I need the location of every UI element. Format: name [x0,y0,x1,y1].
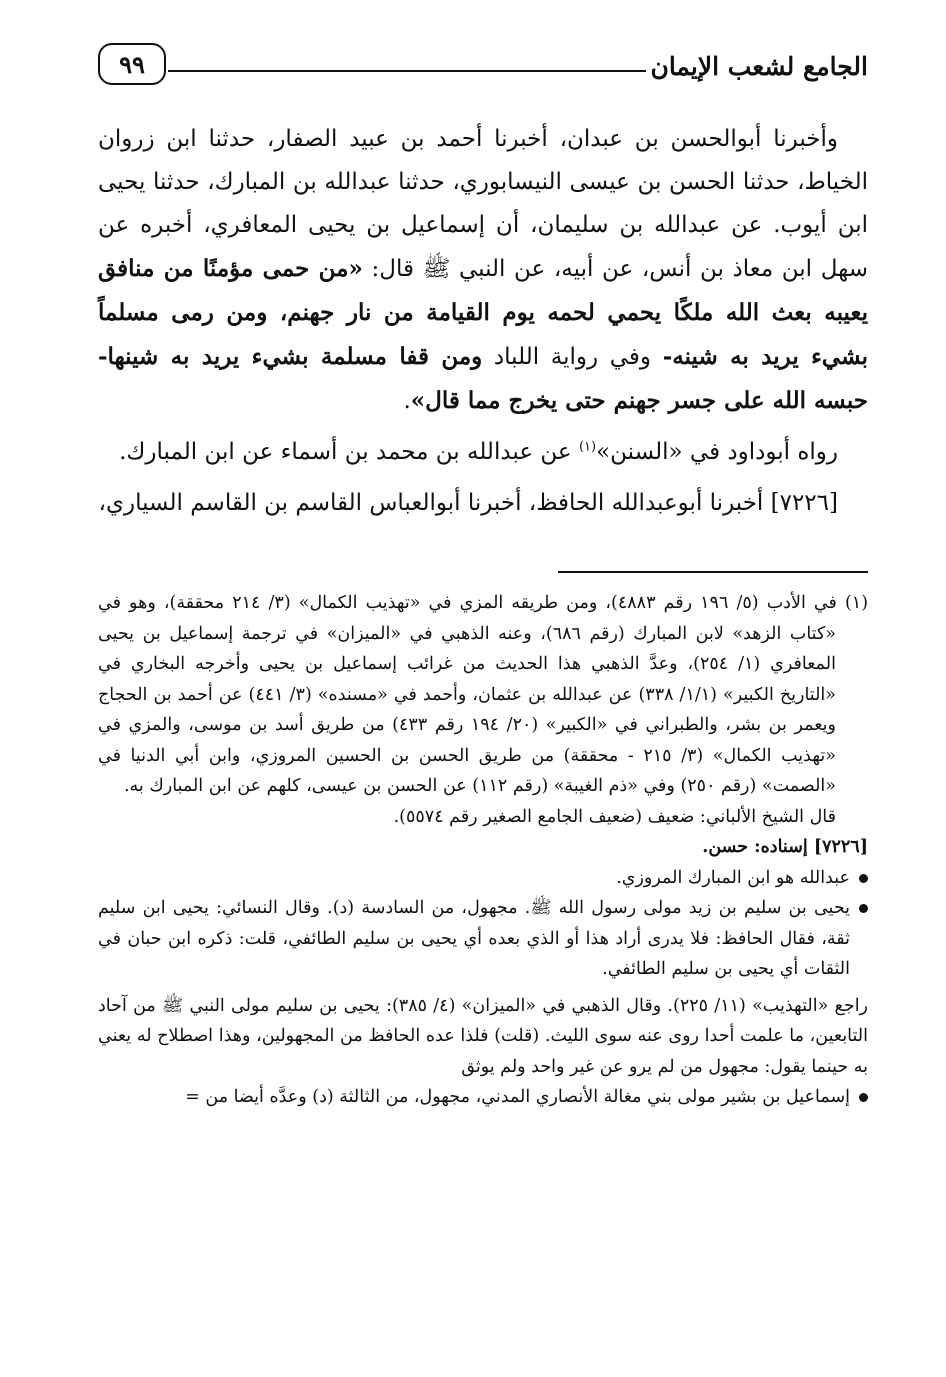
main-text [98,118,868,525]
narrator-item [98,1082,868,1113]
narrator-item [98,863,868,894]
page-number-badge [98,43,166,85]
footnote-separator [558,571,868,573]
footnote-1: (١) في الأدب (٥/ ١٩٦ رقم ٤٨٨٣)، ومن طريقه المزي في «تهذيب الكمال» (٣/ ٢١٤ محققة)، وهو في «كتاب الزهد» لابن المبارك (رقم ٦٨٦)، وعنه الذهبي في «الميزان» في ترجمة إسماعيل بن يحيى المعافري (١/ ٢٥٤)، وعدَّ الذهبي هذا الحديث من غرائب إسماعيل بن يحيى وأخرجه البخاري في «التاريخ الكبير» (١/١/ ٣٣٨) عن عبدالله بن عثمان، وأحمد في «مسنده» (٣/ ٤٤١) عن أحمد بن الحجاج ويعمر بن بشر، والطبراني في «الكبير» (٢٠/ ١٩٤ رقم ٤٣٣) من طريق أسد بن موسى، والمزي في «تهذيب الكمال» (٣/ ٢١٥ - محققة) من طريق الحسن بن الحسين المروزي، وابن أبي الدنيا في «الصمت» (رقم ٢٥٠) وفي «ذم الغيبة» (رقم ١١٢) عن الحسن بن عيسى، كلهم عن ابن المبارك به. [98,593,869,796]
takhrij-text: رواه أبوداود في «السنن» [596,439,838,465]
isnad-grading: [٧٢٢٦] إسناده: حسن. [702,837,868,857]
variant-note: وفي رواية اللباد [482,344,663,370]
narrator-text: إسماعيل بن بشير مولى بني مغالة الأنصاري المدني، مجهول، من الثالثة (د) وعدَّه أيضا من = [185,1087,850,1107]
takhrij-text-rest: عن عبدالله بن محمد بن أسماء عن ابن المبارك. [119,439,579,465]
hadith-text-part-2: ومن قفا مسلمة بشيء يريد به شينها- حبسه الله على جسر جهنم حتى يخرج مما قال» [98,343,868,414]
albani-ruling: قال الشيخ الألباني: ضعيف (ضعيف الجامع الصغير رقم ٥٥٧٤). [393,806,836,827]
bullet-icon [859,874,868,883]
footnotes [98,588,868,1113]
takhrij-paragraph [98,431,868,474]
footnote-ref-1: (١) [578,439,597,455]
bullet-icon [859,904,868,913]
review-note: راجع «التهذيب» (١١/ ٢٢٥). وقال الذهبي في «الميزان» (٤/ ٣٨٥): يحيى بن سليم مولى النبي ﷺ من آحاد التابعين، ما علمت أحدا روى عنه سوى الليث. (قلت) فلذا عده الحافظ من المجهولين، وهذا اصطلاح له يعني به حينما يقول: مجهول من لم يرو عن غير واحد ولم يوثق [98,995,869,1077]
narrator-text: يحيى بن سليم بن زيد مولى رسول الله ﷺ. مجهول، من السادسة (د). وقال النسائي: يحيى ابن سليم ثقة، فقال الحافظ: فلا يدرى أراد هذا أو الذي بعده أي يحيى بن سليم الطائفي، قلت: ذكره ابن حبان في الثقات أي يحيى بن سليم الطائفي. [98,898,850,979]
running-title: الجامع لشعب الإيمان [650,52,868,81]
page-number: ٩٩ [119,49,145,79]
isnad-chain: وأخبرنا أبوالحسن بن عبدان، أخبرنا أحمد بن عبيد الصفار، حدثنا ابن زروان الخياط، حدثنا الحسن بن عيسى النيسابوري، حدثنا عبدالله بن المبارك، حدثنا يحيى ابن أيوب. عن عبدالله بن سليمان، أن إسماعيل بن يحيى المعافري، أخبره عن سهل ابن معاذ بن أنس، عن أبيه، عن النبي ﷺ قال: [98,126,868,282]
header-rule [168,70,646,72]
bullet-icon [859,1093,868,1102]
next-hadith-paragraph: [٧٢٢٦] أخبرنا أبوعبدالله الحافظ، أخبرنا أبوالعباس القاسم بن القاسم السياري، [98,490,838,516]
narrator-list [98,1082,868,1113]
narrator-item [98,893,868,985]
hadith-paragraph [98,118,868,423]
hadith-end: . [403,388,411,414]
narrator-list [98,863,868,985]
narrator-text: عبدالله هو ابن المبارك المروزي. [616,867,850,888]
hadith-text-part-1: «من حمى مؤمنًا من منافق يعيبه بعث الله ملكًا يحمي لحمه يوم القيامة من نار جهنم، ومن رمى مسلماً بشيء يريد به شينه- [98,255,868,370]
